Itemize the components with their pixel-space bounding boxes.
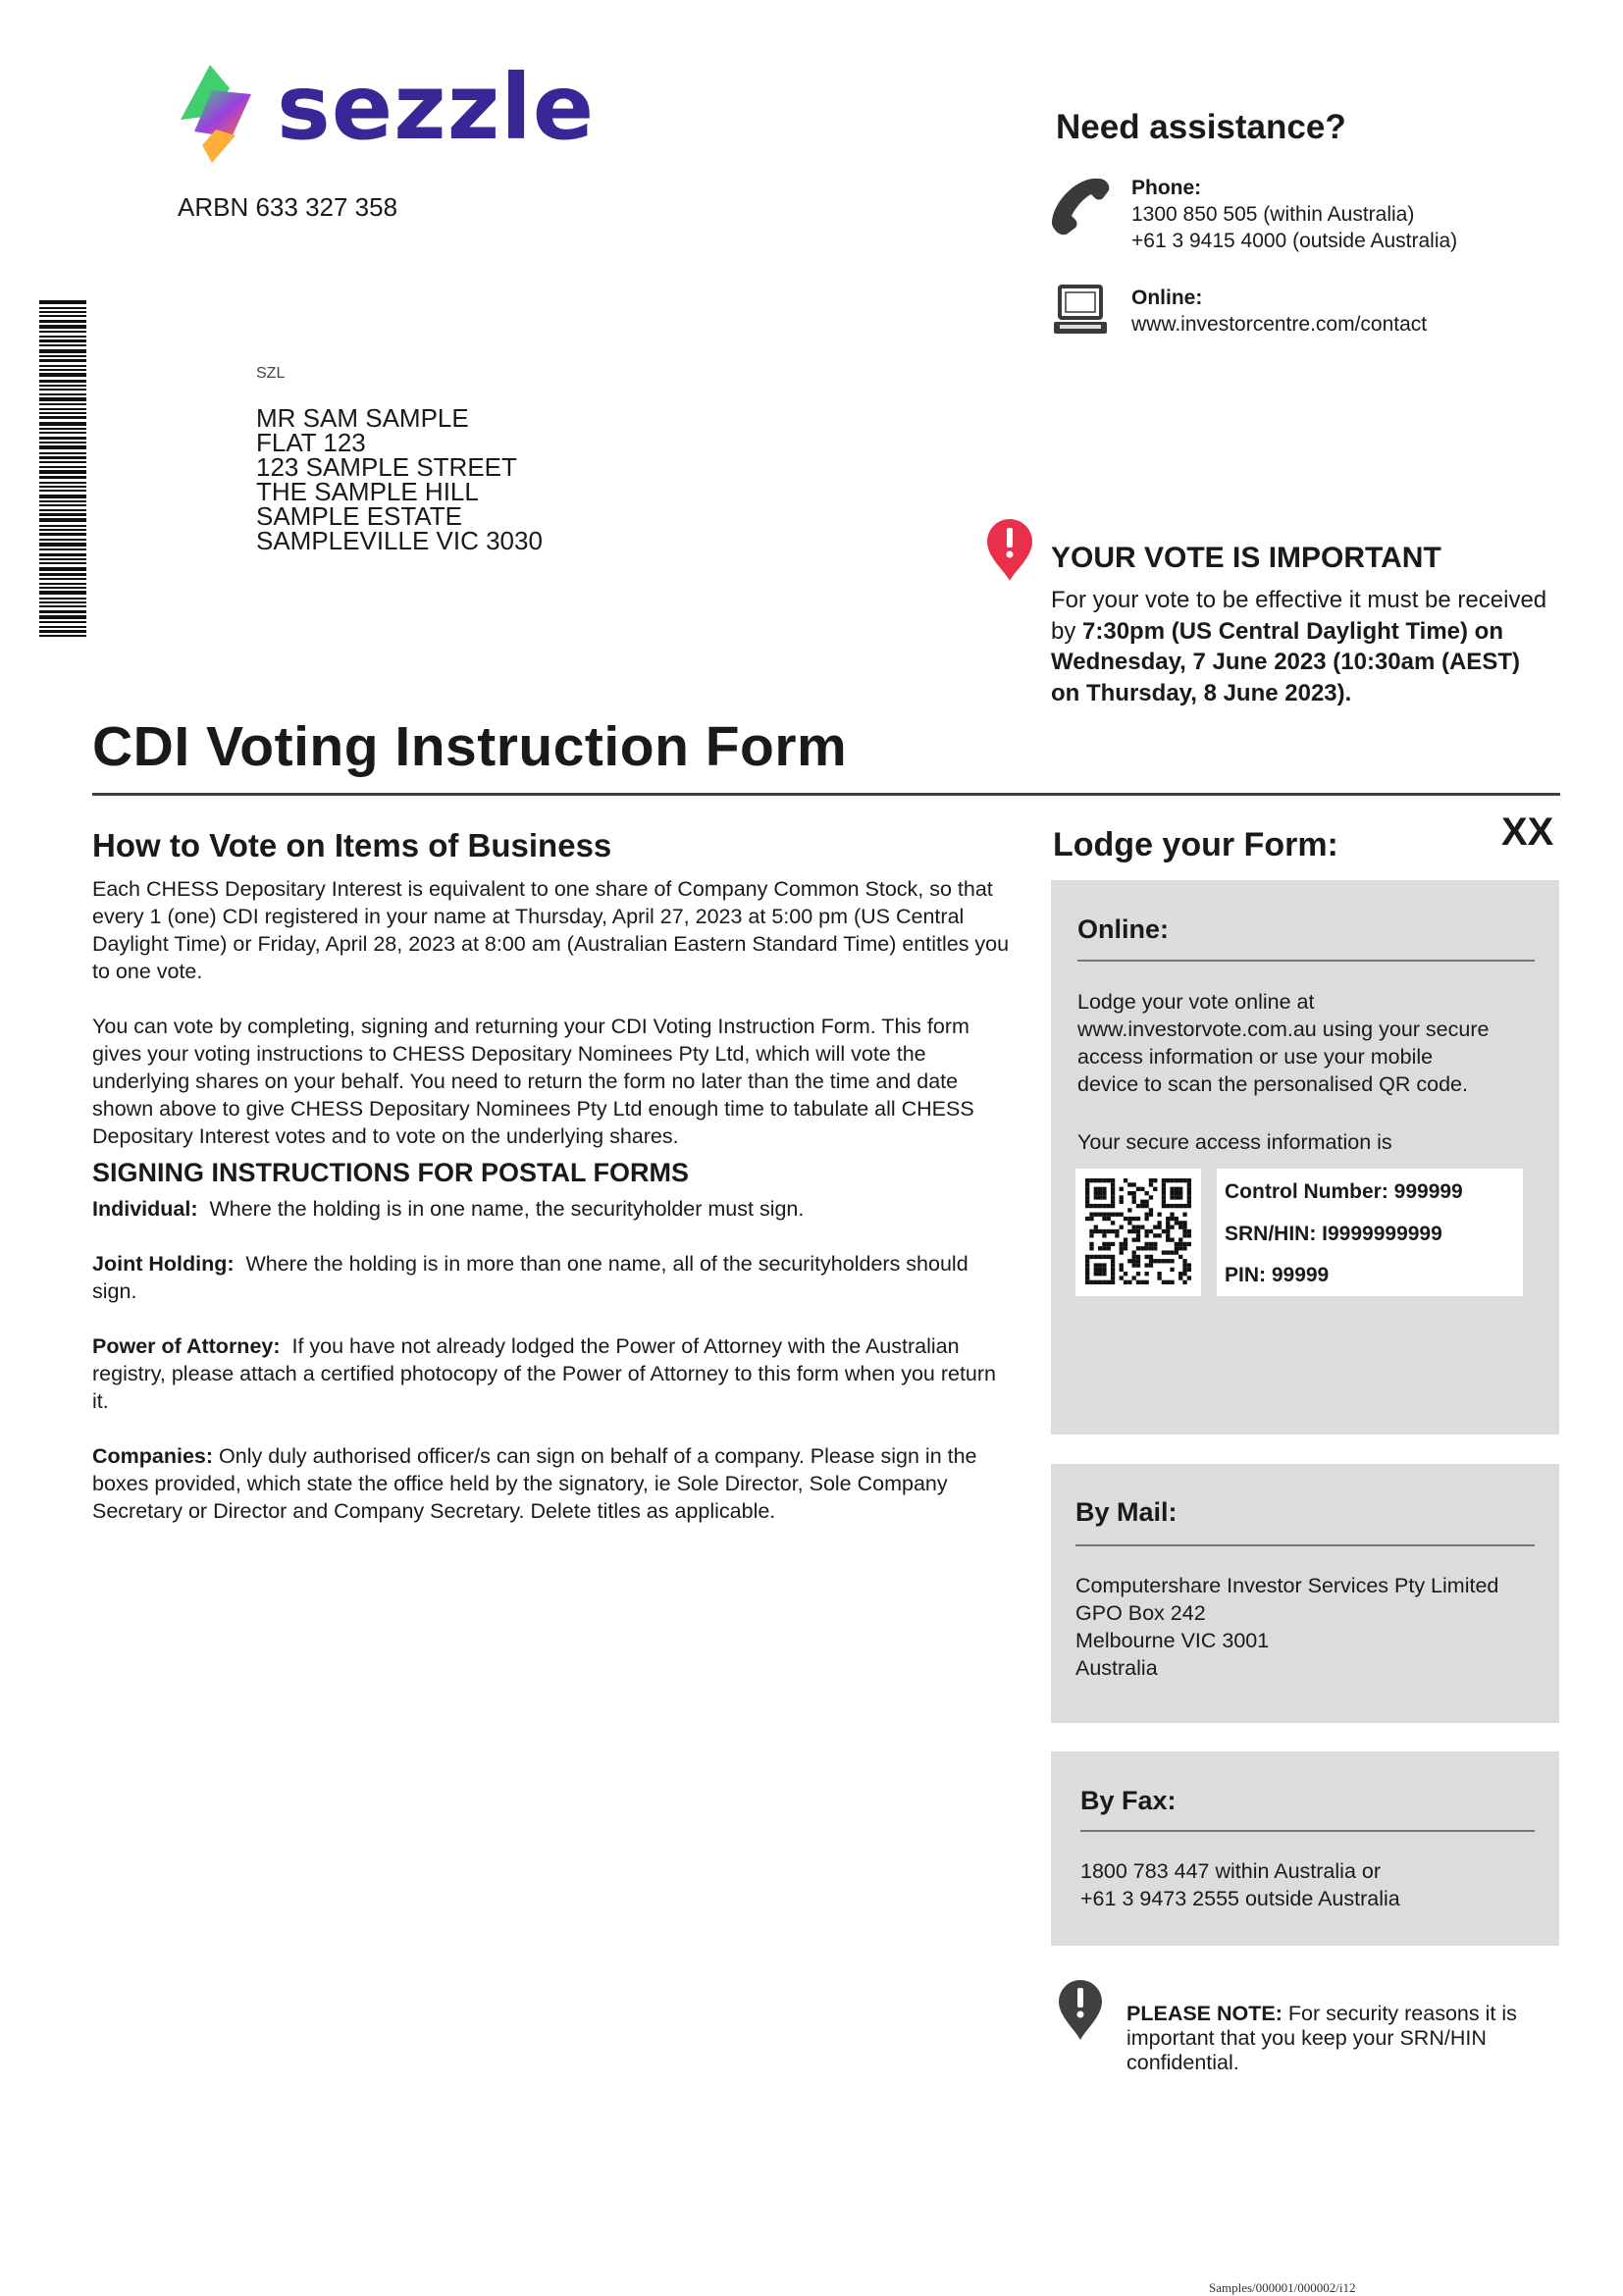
vote-important-title: YOUR VOTE IS IMPORTANT [1051,542,1441,574]
please-note-label: PLEASE NOTE: [1126,2002,1283,2025]
page-title: CDI Voting Instruction Form [92,715,848,778]
signing-item-text: Where the holding is in more than one name, all of the securityholders should sign. [92,1252,969,1303]
signing-item-label: Power of Attorney: [92,1334,281,1358]
arbn-number: ARBN 633 327 358 [178,192,398,222]
mailing-address [256,403,543,555]
title-divider [92,793,1560,796]
vote-deadline-time: 7:30pm (US Central Daylight Time) on Wednesday, 7 June 2023 (10:30am (AEST) on Thursday, 8 June 2023). [1051,617,1520,706]
address-line: SAMPLEVILLE VIC 3030 [256,526,543,555]
please-note [1126,2002,1548,2075]
mail-lodge-panel [1051,1464,1559,1723]
lodge-form-title: Lodge your Form: [1053,826,1338,863]
signing-item-text: If you have not already lodged the Power of Attorney with the Australian registry, please attach a certified photocopy of the Power of Attorney to this form when you return it. [92,1334,997,1413]
phone-contact [1131,175,1457,254]
signing-item [92,1332,1015,1415]
online-url[interactable]: www.investorcentre.com/contact [1131,313,1428,336]
secure-access-text: Your secure access information is [1077,1130,1392,1154]
online-lodge-panel [1051,880,1559,1435]
mail-address [1075,1572,1498,1682]
address-line: MR SAM SAMPLE [256,403,469,433]
please-note-text: For security reasons it is important that you keep your SRN/HIN confidential. [1126,2002,1517,2074]
fax-numbers [1080,1857,1400,1912]
mail-address-line: Melbourne VIC 3001 [1075,1629,1270,1652]
footer-reference: Samples/000001/000002/i12 [1209,2280,1356,2295]
phone-number: 1300 850 505 (within Australia) [1131,203,1415,226]
panel-divider [1075,1544,1535,1546]
online-contact [1131,285,1427,338]
panel-divider [1077,960,1535,962]
mail-panel-title: By Mail: [1075,1497,1178,1527]
fax-number: +61 3 9473 2555 outside Australia [1080,1887,1400,1910]
fax-panel-title: By Fax: [1080,1786,1177,1815]
fax-number: 1800 783 447 within Australia or [1080,1859,1381,1883]
control-number: Control Number: 999999 [1225,1180,1463,1203]
online-lodge-text: Lodge your vote online at www.investorvote.com.au using your secure access information or use your mobile device to scan the personalised QR code. [1077,990,1490,1096]
fax-lodge-panel [1051,1751,1559,1946]
laptop-icon [1052,283,1109,339]
srn-hin: SRN/HIN: I9999999999 [1225,1223,1442,1245]
signing-item-text: Only duly authorised officer/s can sign on behalf of a company. Please sign in the boxes provided, which state the office held by the signatory, ie Sole Director, Sole Company Secretary or Director and Company Secretary. Delete titles as applicable. [92,1444,977,1523]
assistance-title: Need assistance? [1056,108,1346,146]
how-to-vote-title: How to Vote on Items of Business [92,827,612,863]
online-label: Online: [1131,287,1203,309]
warning-icon [1057,1979,1104,2042]
alert-icon [985,518,1034,583]
form-code: XX [1501,810,1554,854]
mail-address-line: Computershare Investor Services Pty Limited [1075,1574,1499,1597]
signing-item-label: Individual: [92,1197,198,1221]
signing-item [92,1250,1015,1305]
signing-item-label: Joint Holding: [92,1252,235,1276]
phone-number: +61 3 9415 4000 (outside Australia) [1131,230,1458,252]
qr-code[interactable] [1085,1178,1191,1286]
panel-divider [1080,1830,1535,1832]
how-to-vote-para: Each CHESS Depositary Interest is equivalent to one share of Company Common Stock, so that every 1 (one) CDI registered in your name at Thursday, April 27, 2023 at 5:00 pm (US Central Daylight Time) or Friday, April 28, 2023 at 8:00 am (Australian Eastern Standard Time) entitles you to one vote. [92,877,1010,983]
pin: PIN: 99999 [1225,1264,1330,1286]
sezzle-wordmark: sezzle [277,55,596,160]
vote-deadline-text: For your vote to be effective it must be received by [1051,587,1547,645]
sezzle-logo-icon [173,61,261,169]
phone-label: Phone: [1131,177,1202,199]
mailing-code: SZL [256,365,286,382]
signing-item-label: Companies: [92,1444,214,1468]
postal-barcode [39,300,86,640]
mail-address-line: Australia [1075,1656,1158,1680]
address-line: 123 SAMPLE STREET [256,452,517,482]
sezzle-logo [173,55,596,169]
phone-icon [1048,175,1113,239]
signing-item [92,1442,1015,1525]
instructions-column [92,826,1015,1552]
online-panel-title: Online: [1077,914,1169,944]
address-line: SAMPLE ESTATE [256,501,462,531]
mail-address-line: GPO Box 242 [1075,1601,1206,1625]
address-line: THE SAMPLE HILL [256,477,479,506]
signing-instructions-title: SIGNING INSTRUCTIONS FOR POSTAL FORMS [92,1158,690,1187]
signing-item [92,1195,1015,1223]
address-line: FLAT 123 [256,428,366,457]
signing-item-text: Where the holding is in one name, the securityholder must sign. [209,1197,805,1221]
vote-deadline [1051,585,1551,708]
access-credentials [1217,1169,1523,1296]
qr-code-box [1075,1169,1201,1296]
how-to-vote-para: You can vote by completing, signing and returning your CDI Voting Instruction Form. This form gives your voting instructions to CHESS Depositary Nominees Pty Ltd, which will vote the underlying shares on your behalf. You need to return the form no later than the time and date shown above to give CHESS Depositary Nominees Pty Ltd enough time to tabulate all CHESS Depositary Interest votes and to vote on the underlying shares. [92,1015,974,1148]
